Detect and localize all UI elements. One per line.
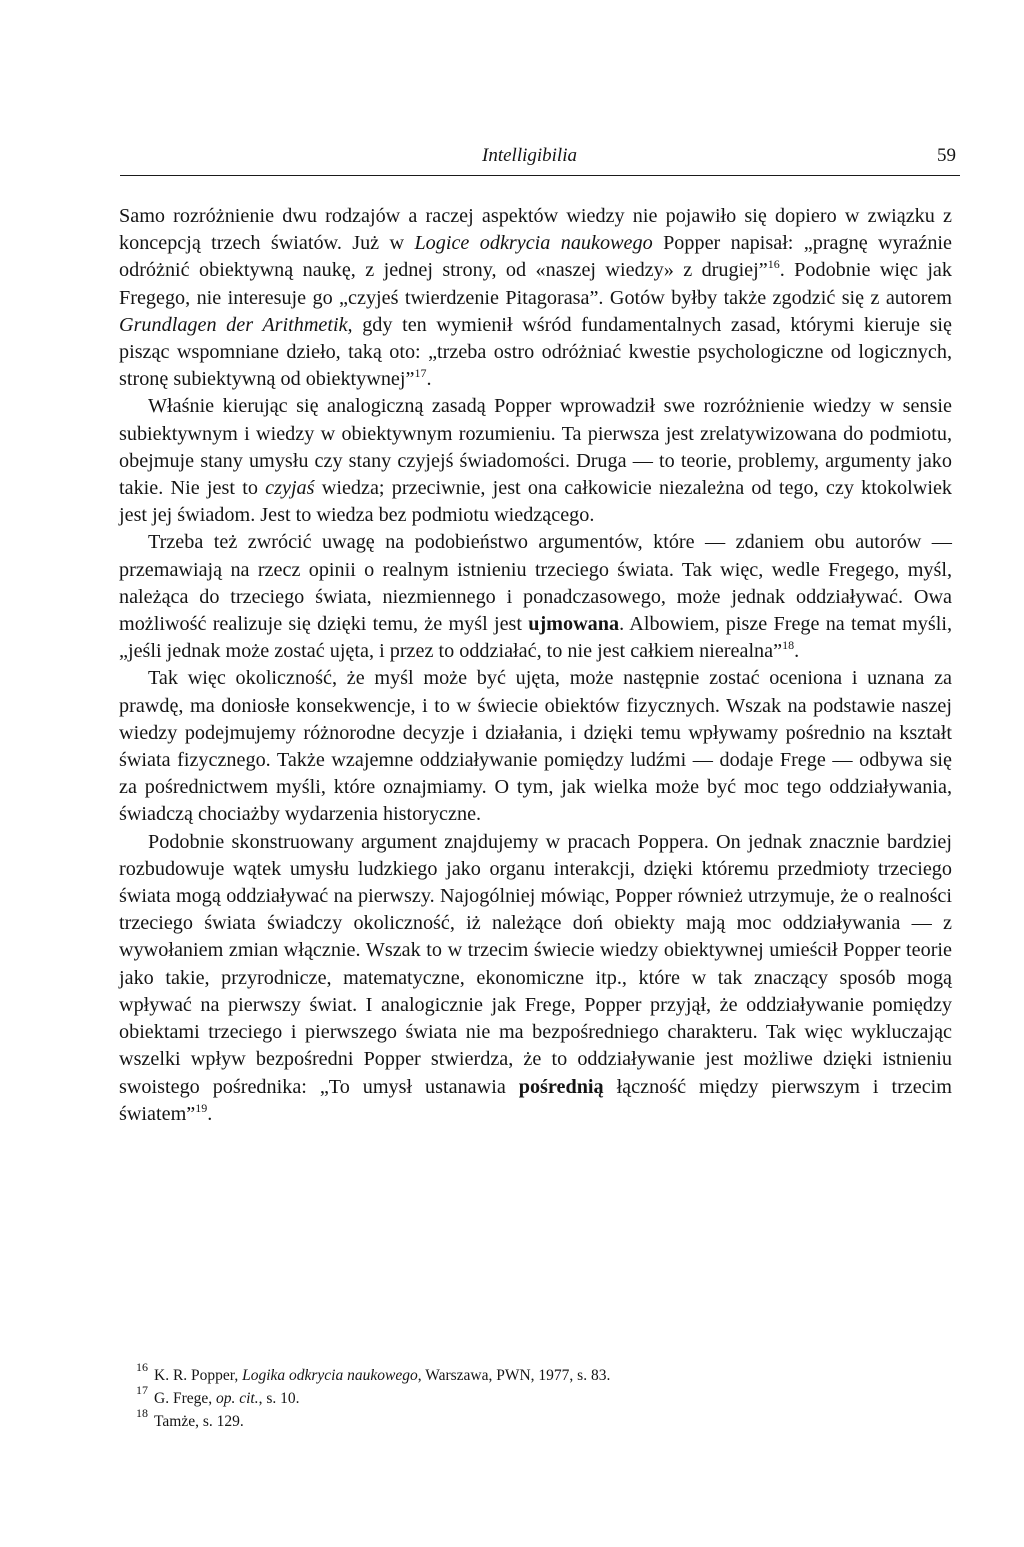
footnote-text: , Warszawa, PWN, 1977, s. 83. (417, 1367, 611, 1384)
bold-emphasis: pośrednią (518, 1075, 604, 1098)
text-run: . Albowiem, pisze Frege na temat myśli, „jeśli jednak może zostać ujęta, i przez to oddziałać, to nie jest całkiem nierealna” (119, 613, 952, 663)
footnote-number: 18 (136, 1406, 148, 1420)
footnote-number: 17 (136, 1383, 148, 1397)
paragraph-4: Tak więc okoliczność, że myśl może być ujęta, może następnie zostać oceniona i uznana za prawdę, ma doniosłe konsekwencje, i to w świecie obiektów fizycznych. Wszak na podstawie naszej wiedzy podejmujemy różnorodne decyzje i działania, i dzięki temu wpływamy pośrednio na kształt świata fizycznego. Także wzajemne oddziaływanie pomiędzy ludźmi — dodaje Frege — odbywa się za pośrednictwem myśli, które oznajmiamy. O tym, jak wielka może być moc tego oddziaływania, świadczą chociażby wydarzenia historyczne. (119, 667, 952, 826)
paragraph-5 (119, 829, 952, 1128)
paragraph-2 (119, 393, 952, 529)
footnote-text: , s. 10. (258, 1390, 300, 1407)
text-run: . Podobnie więc jak Fregego, nie interesuje go „czyjeś twierdzenie Pitagorasa”. Gotów byłby także zgodzić się z autorem (119, 259, 952, 309)
bold-emphasis: ujmowana (528, 613, 620, 636)
page-header (120, 143, 960, 176)
text-run: Podobnie skonstruowany argument znajdujemy w pracach Poppera. On jednak znacznie bardziej rozbudowuje wątek umysłu ludzkiego jako organu interakcji, dzięki któremu przedmioty trzeciego świata mogą oddziaływać na pierwszy. Najogólniej mówiąc, Popper również utrzymuje, że o realności trzeciego świata świadczy okoliczność, iż należące doń obiekty mają moc oddziaływania — z wywołaniem zmian włącznie. Wszak to w trzecim świecie wiedzy obiektywnej umieścił Popper teorie jako takie, przyrodnicze, matematyczne, ekonomiczne itp., które w tak znaczący sposób mogą wpływać na pierwszy świat. I analogicznie jak Frege, Popper przyjął, że oddziaływanie pomiędzy obiektami trzeciego i pierwszego świata nie ma bezpośredniego charakteru. Tak więc wykluczając wszelki wpływ bezpośredni Popper stwierdza, że to oddziaływanie jest możliwe dzięki istnieniu swoistego pośrednika: „To umysł ustanawia (119, 830, 952, 1098)
text-run: gdy ten wymienił wśród fundamentalnych zasad, którymi kieruje się pisząc wspomniane dzieło, taką oto: „trzeba ostro odróżniać kwestie psychologiczne od logicznych, stronę subiektywną od obiektywnej” (119, 313, 952, 391)
footnote-italic: Logika odkrycia naukowego (242, 1367, 418, 1384)
footnote-17 (136, 1383, 936, 1410)
page-number: 59 (937, 145, 956, 166)
footnotes (136, 1360, 936, 1433)
footnote-ref-16: 16 (767, 257, 780, 272)
text-run: . (794, 640, 800, 663)
paragraph-1 (119, 203, 952, 393)
italic-title: Grundlagen der Arithmetik, (119, 313, 353, 336)
italic-title: Logice odkrycia naukowego (414, 232, 653, 255)
text-run: Samo rozróżnienie dwu rodzajów a raczej aspektów wiedzy nie pojawiło się dopiero w związku z koncepcją trzech światów. Już w (119, 205, 952, 255)
footnote-italic: op. cit. (216, 1390, 259, 1407)
text-run: Popper napisał: „pragnę wyraźnie odróżnić obiektywną naukę, z jednej strony, od «naszej wiedzy» z drugiej” (119, 232, 952, 282)
footnote-text: G. Frege, (154, 1390, 216, 1407)
paragraph-3 (119, 529, 952, 665)
text-run: . (426, 368, 432, 391)
footnote-18 (136, 1406, 936, 1433)
footnote-ref-19: 19 (195, 1100, 208, 1115)
text-run: Trzeba też zwrócić uwagę na podobieństwo argumentów, które — zdaniem obu autorów — przemawiają na rzecz opinii o realnym istnieniu trzeciego świata. Tak więc, wedle Fregego, myśl, należąca do trzeciego świata, niezmiennego i ponadczasowego, może jednak oddziaływać. Owa możliwość realizuje się dzięki temu, że myśl jest (119, 531, 952, 636)
footnote-number: 16 (136, 1360, 148, 1374)
footnote-text: Tamże, s. 129. (154, 1413, 244, 1430)
italic-emphasis: czyjaś (265, 477, 315, 500)
footnote-16 (136, 1360, 936, 1387)
text-run: . (207, 1102, 213, 1125)
text-run: wiedza; przeciwnie, jest ona całkowicie niezależna od tego, czy ktokolwiek jest jej świadom. Jest to wiedza bez podmiotu wiedzącego. (119, 477, 952, 527)
body-text (119, 203, 952, 1128)
footnote-text: K. R. Popper, (154, 1367, 243, 1384)
footnote-ref-17: 17 (414, 366, 427, 381)
running-title: Intelligibilia (482, 145, 577, 166)
footnote-ref-18: 18 (782, 638, 795, 653)
text-run: Właśnie kierując się analogiczną zasadą Popper wprowadził swe rozróżnienie wiedzy w sensie subiektywnym i wiedzy w obiektywnym rozumieniu. Ta pierwsza jest zrelatywizowana do podmiotu, obejmuje stany umysłu czy stany czyjejś świadomości. Druga — to teorie, problemy, argumenty jako takie. Nie jest to (119, 395, 952, 500)
text-run: łączność między pierwszym i trzecim światem” (119, 1075, 952, 1125)
